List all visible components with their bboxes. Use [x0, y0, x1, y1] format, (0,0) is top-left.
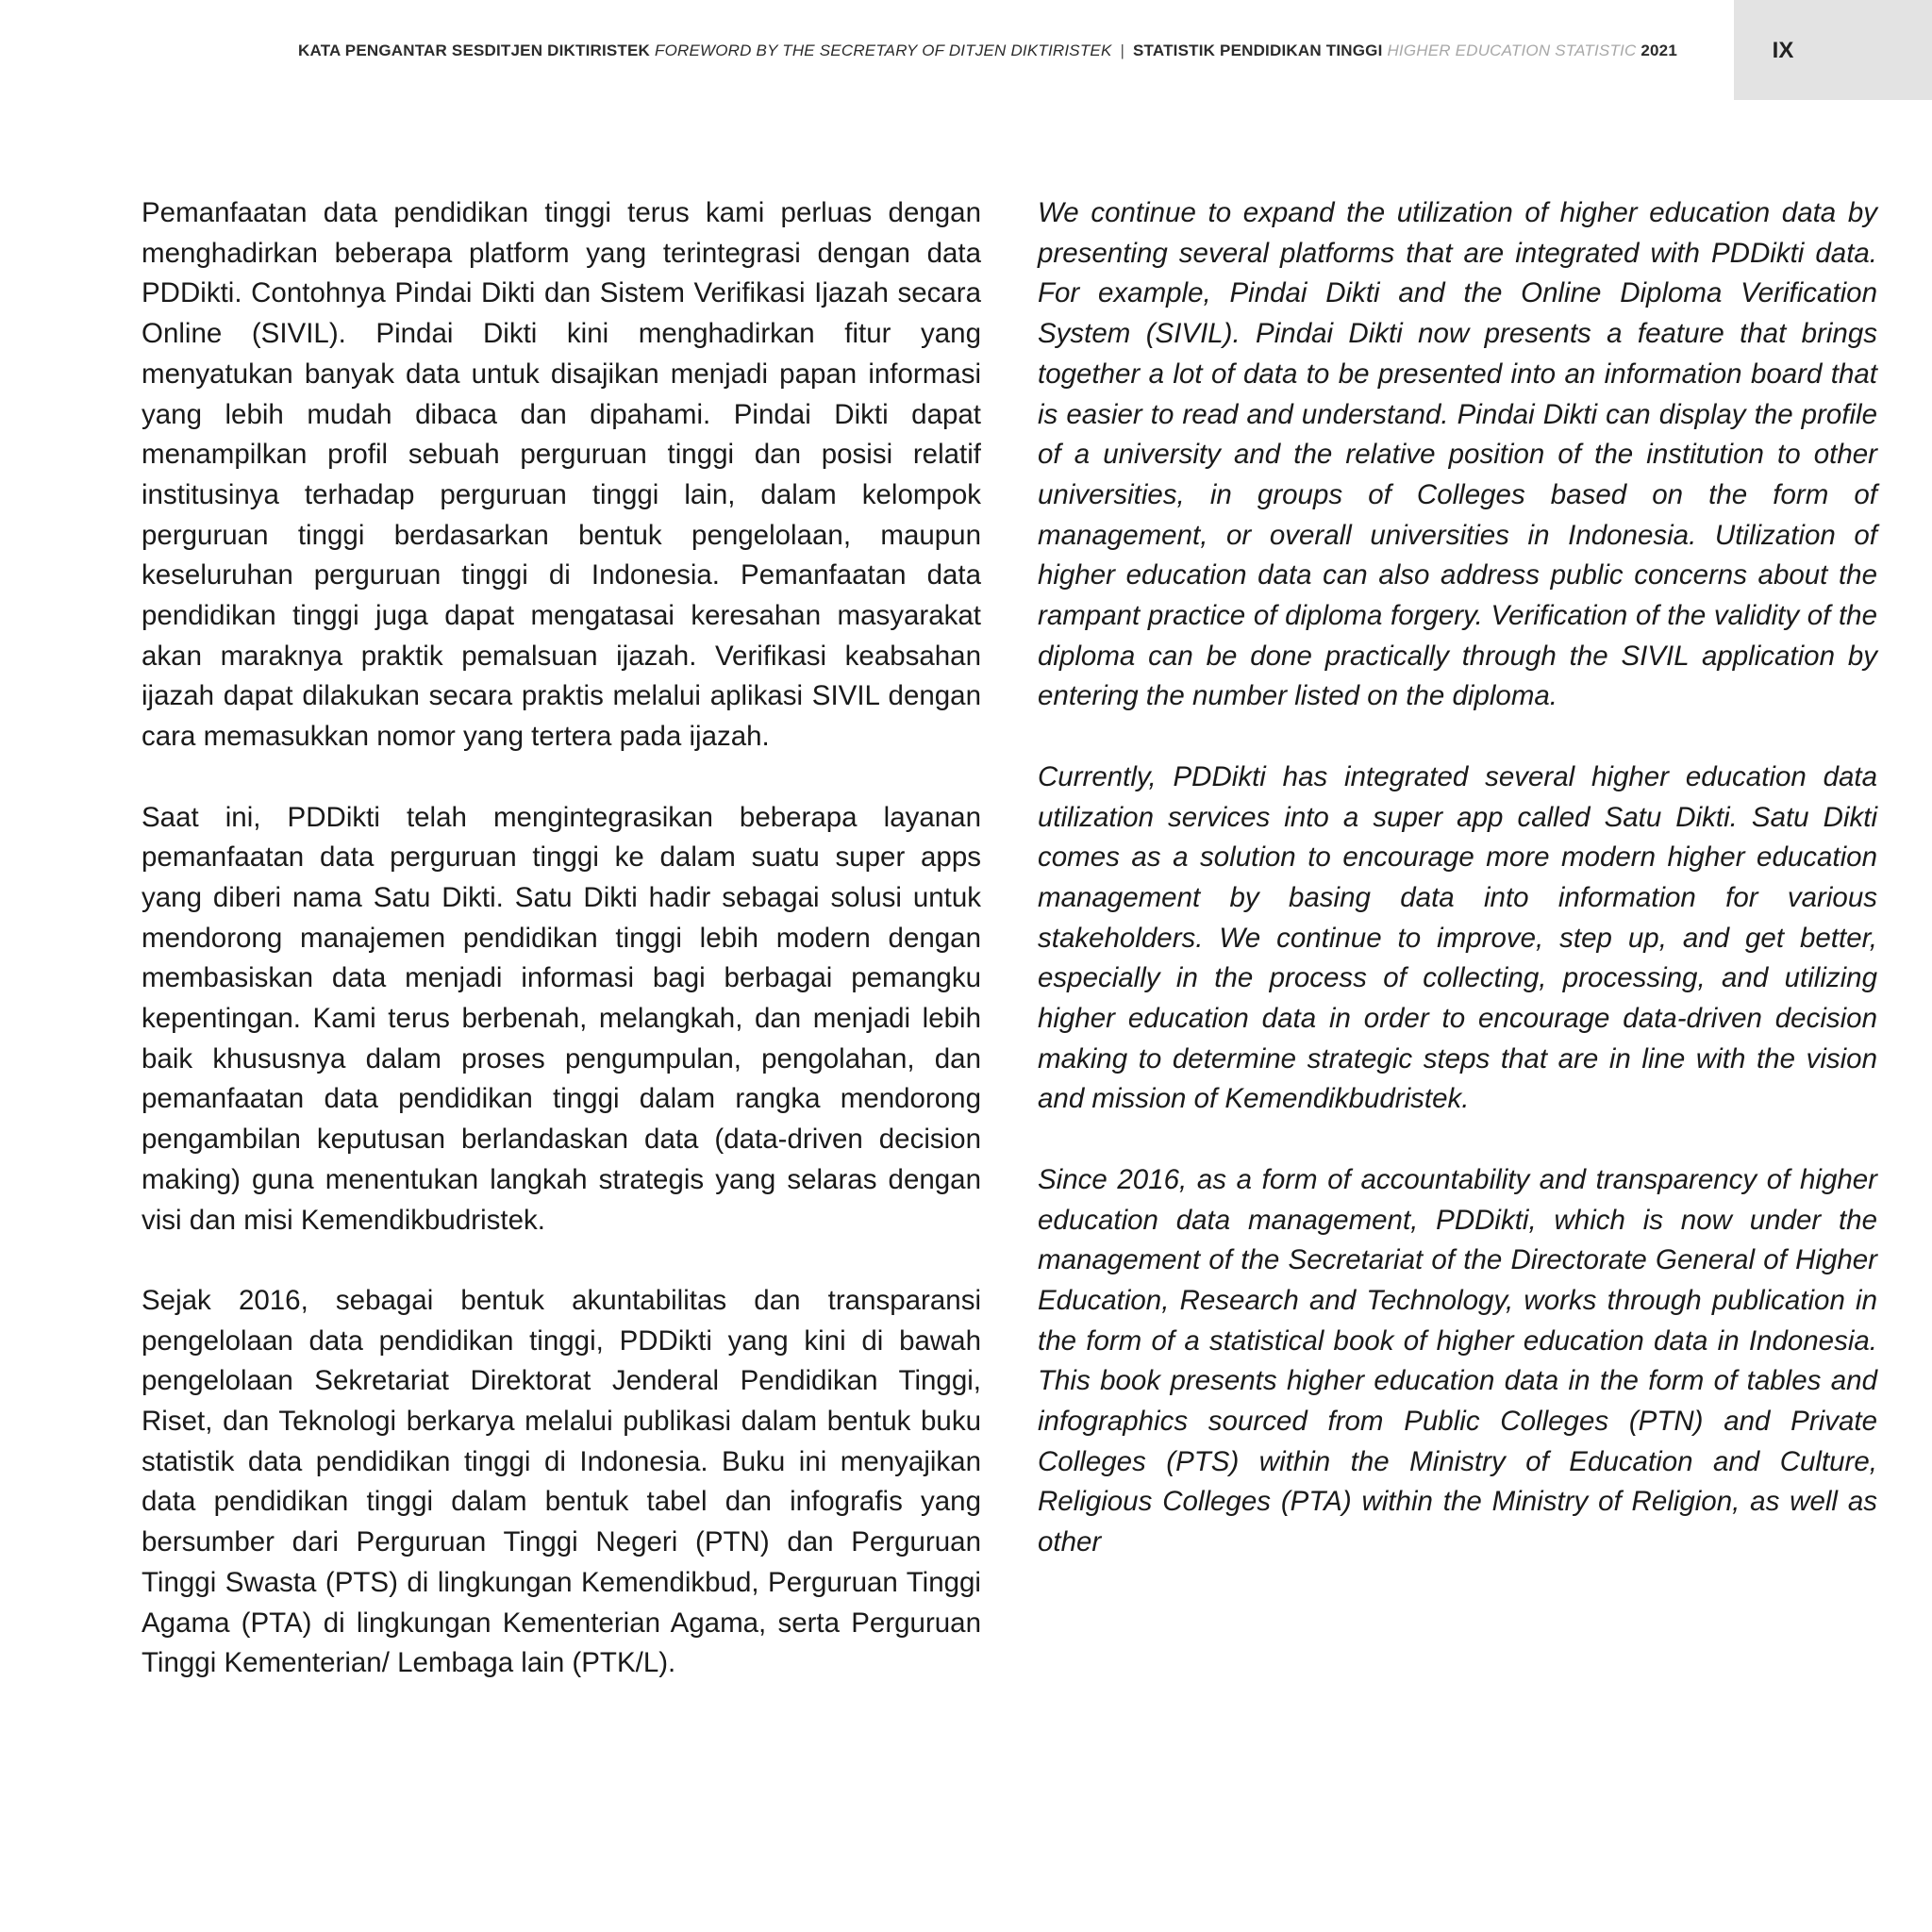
paragraph: Pemanfaatan data pendidikan tinggi terus kami perluas dengan menghadirkan beberapa platform yang terintegrasi dengan data PDDikti. Contohnya Pindai Dikti dan Sistem Verifikasi Ijazah secara Online (SIVIL). Pindai Dikti kini menghadirkan fitur yang menyatukan banyak data untuk disajikan menjadi papan informasi yang lebih mudah dibaca dan dipahami. Pindai Dikti dapat menampilkan profil sebuah perguruan tinggi dan posisi relatif institusinya terhadap perguruan tinggi lain, dalam kelompok perguruan tinggi berdasarkan bentuk pengelolaan, maupun keseluruhan perguruan tinggi di Indonesia. Pemanfaatan data pendidikan tinggi juga dapat mengatasai keresahan masyarakat akan maraknya praktik pemalsuan ijazah. Verifikasi keabsahan ijazah dapat dilakukan secara praktis melalui aplikasi SIVIL dengan cara memasukkan nomor yang tertera pada ijazah. — [142, 197, 981, 753]
page-number: IX — [1772, 38, 1794, 63]
header-separator: | — [1120, 42, 1125, 59]
right-column-english — [1038, 193, 1877, 1563]
paragraph: Sejak 2016, sebagai bentuk akuntabilitas dan transparansi pengelolaan data pendidikan tinggi, PDDikti yang kini di bawah pengelolaan Sekretariat Direktorat Jenderal Pendidikan Tinggi, Riset, dan Teknologi berkarya melalui publikasi dalam bentuk buku statistik data pendidikan tinggi di Indonesia. Buku ini menyajikan data pendidikan tinggi dalam bentuk tabel dan infografis yang bersumber dari Perguruan Tinggi Negeri (PTN) dan Perguruan Tinggi Swasta (PTS) di lingkungan Kemendikbud, Perguruan Tinggi Agama (PTA) di lingkungan Kementerian Agama, serta Perguruan Tinggi Kementerian/ Lembaga lain (PTK/L). — [142, 1284, 981, 1679]
paragraph: Saat ini, PDDikti telah mengintegrasikan beberapa layanan pemanfaatan data perguruan tinggi ke dalam suatu super apps yang diberi nama Satu Dikti. Satu Dikti hadir sebagai solusi untuk mendorong manajemen pendidikan tinggi lebih modern dengan membasiskan data menjadi informasi bagi berbagai pemangku kepentingan. Kami terus berbenah, melangkah, dan menjadi lebih baik khususnya dalam proses pengumpulan, pengolahan, dan pemanfaatan data pendidikan tinggi dalam rangka mendorong pengambilan keputusan berlandaskan data (data-driven decision making) guna menentukan langkah strategis yang selaras dengan visi dan misi Kemendikbudristek. — [142, 801, 981, 1236]
header-section-title-id: KATA PENGANTAR SESDITJEN DIKTIRISTEK — [298, 42, 651, 59]
running-header — [298, 42, 1677, 60]
paragraph: Currently, PDDikti has integrated several higher education data utilization services into a super app called Satu Dikti. Satu Dikti comes as a solution to encourage more modern higher education management by basing data into information for various stakeholders. We continue to improve, step up, and get better, especially in the process of collecting, processing, and utilizing higher education data in order to encourage data-driven decision making to determine strategic steps that are in line with the vision and mission of Kemendikbudristek. — [1038, 760, 1877, 1115]
header-section-title-en: FOREWORD BY THE SECRETARY OF DITJEN DIKTIRISTEK — [654, 42, 1112, 59]
left-column-indonesian — [142, 193, 981, 1684]
paragraph: Since 2016, as a form of accountability and transparency of higher education data management, PDDikti, which is now under the management of the Secretariat of the Directorate General of Higher Education, Research and Technology, works through publication in the form of a statistical book of higher education data in Indonesia. This book presents higher education data in the form of tables and infographics sourced from Public Colleges (PTN) and Private Colleges (PTS) within the Ministry of Education and Culture, Religious Colleges (PTA) within the Ministry of Religion, as well as other — [1038, 1163, 1877, 1558]
header-book-title-id: STATISTIK PENDIDIKAN TINGGI — [1133, 42, 1383, 59]
header-year: 2021 — [1641, 42, 1677, 59]
header-book-title-en: HIGHER EDUCATION STATISTIC — [1387, 42, 1637, 59]
paragraph: We continue to expand the utilization of higher education data by presenting several platforms that are integrated with PDDikti data. For example, Pindai Dikti and the Online Diploma Verification System (SIVIL). Pindai Dikti now presents a feature that brings together a lot of data to be presented into an information board that is easier to read and understand. Pindai Dikti can display the profile of a university and the relative position of the institution to other universities, in groups of Colleges based on the form of management, or overall universities in Indonesia. Utilization of higher education data can also address public concerns about the rampant practice of diploma forgery. Verification of the validity of the diploma can be done practically through the SIVIL application by entering the number listed on the diploma. — [1038, 197, 1877, 712]
page-number-tab — [1734, 0, 1932, 100]
